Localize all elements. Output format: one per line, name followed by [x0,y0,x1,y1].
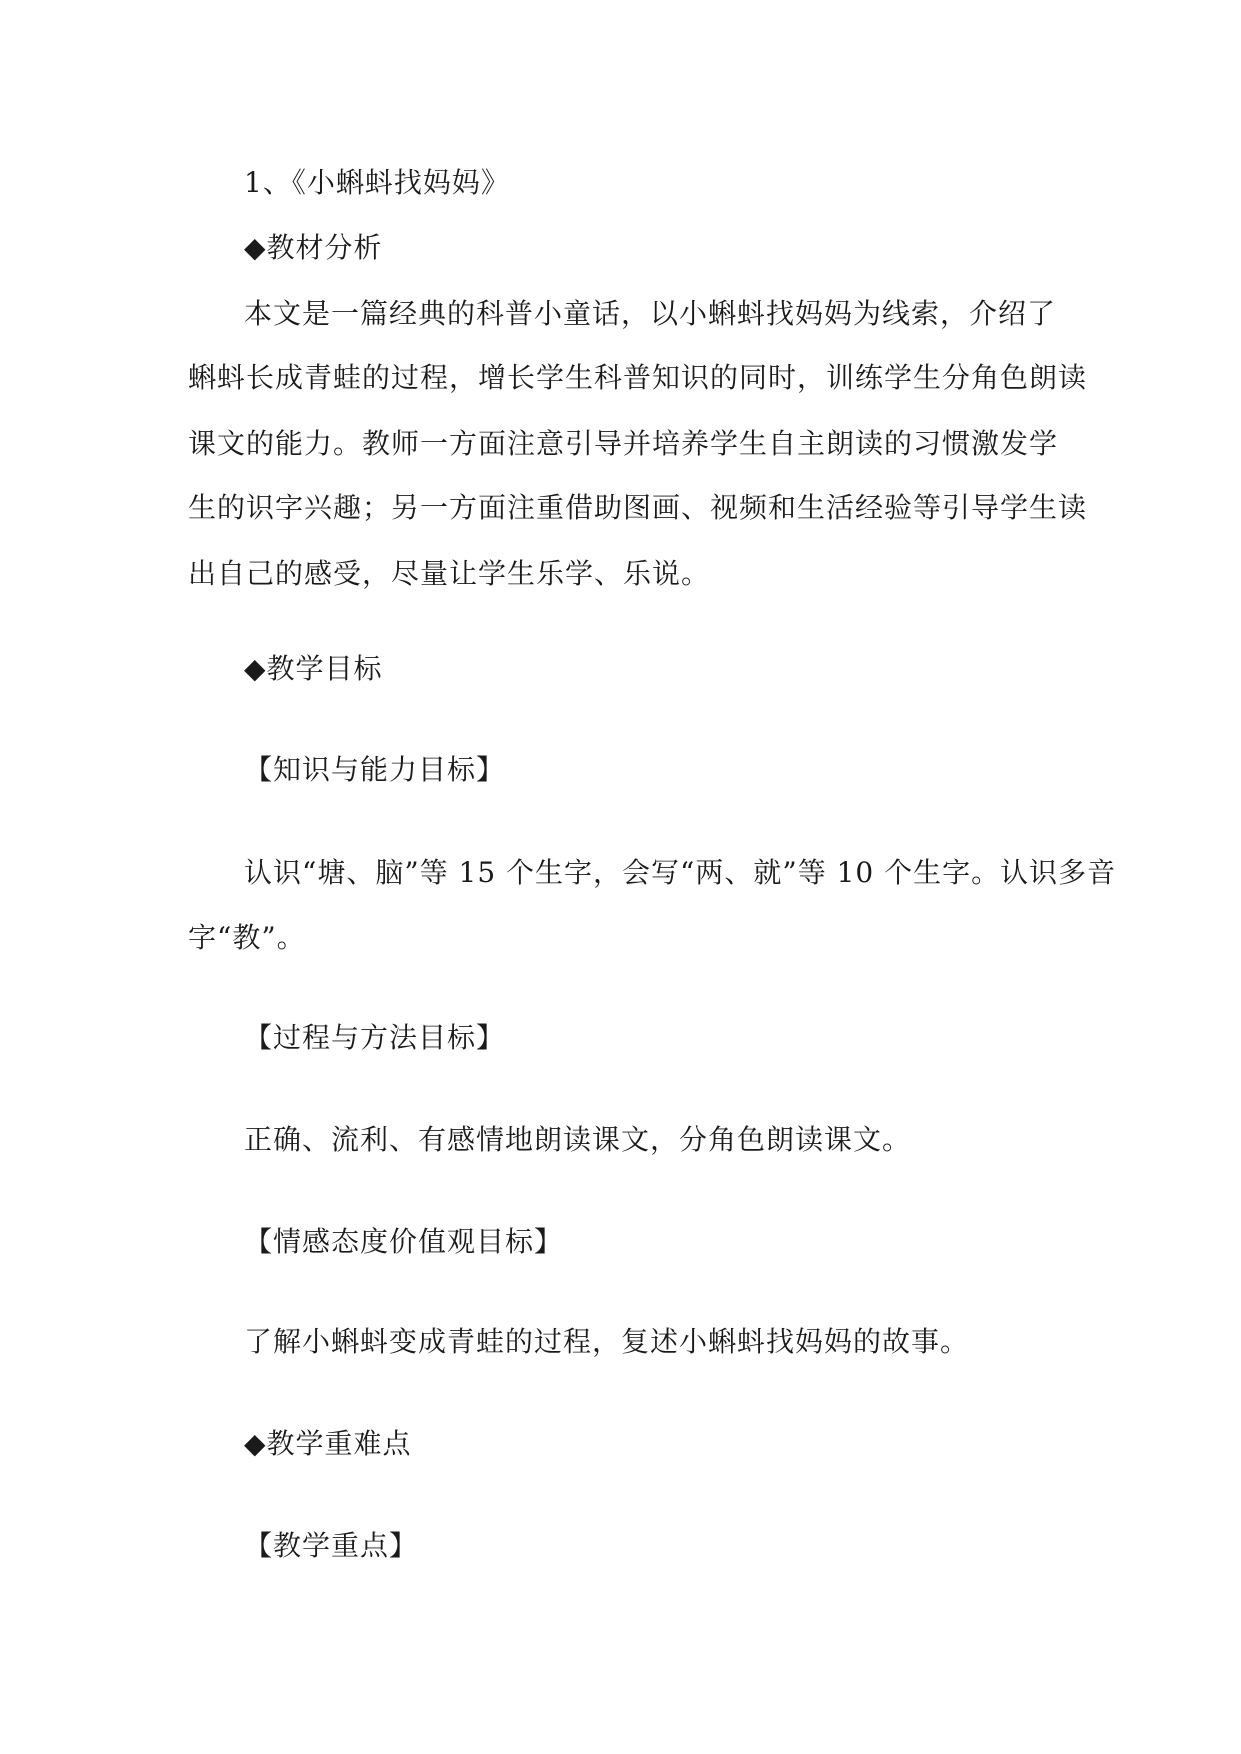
goal-emotion-text: 了解小蝌蚪变成青蛙的过程，复述小蝌蚪找妈妈的故事。 [244,1325,970,1358]
material-paragraph-line: 蝌蚪长成青蛙的过程，增长学生科普知识的同时，训练学生分角色朗读 [188,361,1088,394]
material-paragraph-line: 生的识字兴趣；另一方面注重借助图画、视频和生活经验等引导学生读 [188,491,1088,524]
keypoint-heading: 【教学重点】 [244,1529,419,1562]
material-paragraph-line: 出自己的感受，尽量让学生乐学、乐说。 [188,557,711,590]
section-heading-keypoints: ◆教学重难点 [244,1427,412,1460]
goal-process-heading: 【过程与方法目标】 [244,1021,506,1054]
section-heading-goals: ◆教学目标 [244,652,383,685]
goal-knowledge-line: 认识“塘、脑”等 15 个生字，会写“两、就”等 10 个生字。认识多音 [244,856,1117,889]
lesson-title: 1、《小蝌蚪找妈妈》 [244,166,510,199]
section-heading-material: ◆教材分析 [244,231,383,264]
material-paragraph-line: 课文的能力。教师一方面注意引导并培养学生自主朗读的习惯激发学 [188,427,1059,460]
goal-knowledge-heading: 【知识与能力目标】 [244,753,506,786]
goal-emotion-heading: 【情感态度价值观目标】 [244,1225,564,1258]
material-paragraph-line: 本文是一篇经典的科普小童话，以小蝌蚪找妈妈为线索，介绍了 [244,297,1057,330]
goal-process-text: 正确、流利、有感情地朗读课文，分角色朗读课文。 [244,1123,912,1156]
goal-knowledge-line: 字“教”。 [188,921,306,954]
